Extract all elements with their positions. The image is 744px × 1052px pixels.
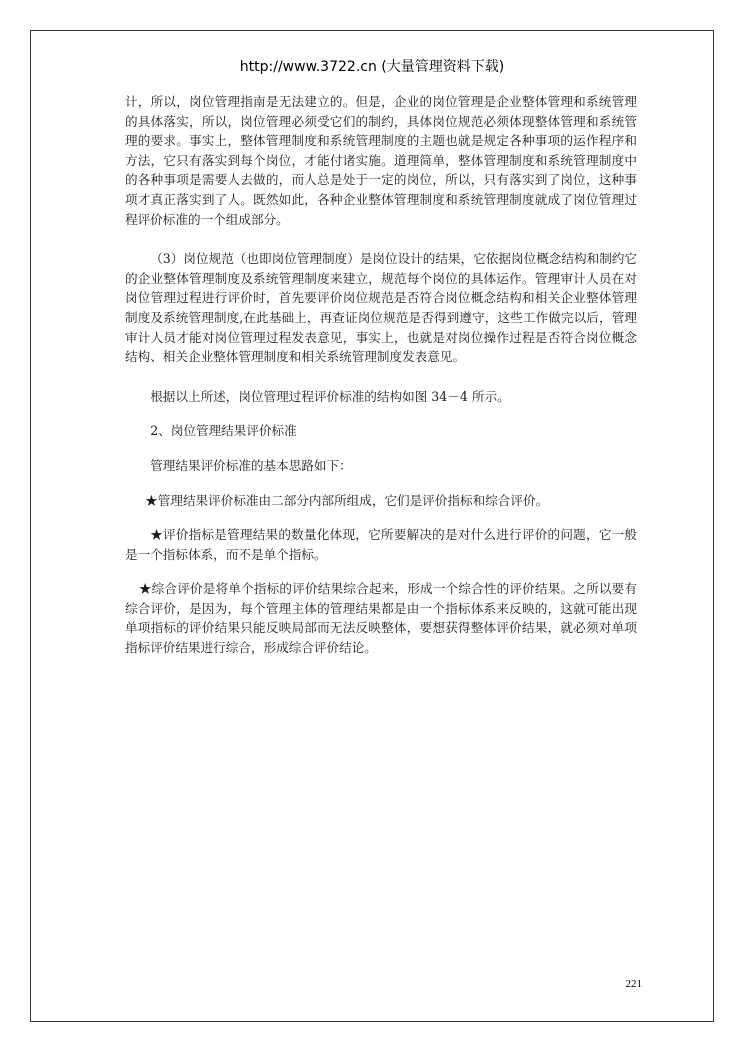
paragraph-1: 计，所以，岗位管理指南是无法建立的。但是，企业的岗位管理是企业整体管理和系统管理的具体落实，所以，岗位管理必须受它们的制约，具体岗位规范必须体现整体管理和系统管理的要求。事实上，整体管理制度和系统管理制度的主题也就是规定各种事项的运作程序和方法，它只有落实到每个岗位，才能付诸实施。道理简单，整体管理制度和系统管理制度中的各种事项是需要人去做的，而人总是处于一定的岗位，所以，只有落实到了岗位，这种事项才真正落实到了人。既然如此，各种企业整体管理制度和系统管理制度就成了岗位管理过程评价标准的一个组成部分。 xyxy=(125,94,637,227)
bullet-item-2: ★评价指标是管理结果的数量化体现，它所要解决的是对什么进行评价的问题，它一般是一个指标体系，而不是单个指标。 xyxy=(125,527,637,562)
page-header: http://www.3722.cn (大量管理资料下载) xyxy=(239,59,505,75)
bullet-item-1: ★管理结果评价标准由二部分内部所组成，它们是评价指标和综合评价。 xyxy=(145,492,549,508)
page-number: 221 xyxy=(625,978,642,990)
paragraph-4: 管理结果评价标准的基本思路如下： xyxy=(150,457,352,473)
bullet-item-3: ★综合评价是将单个指标的评价结果综合起来，形成一个综合性的评价结果。之所以要有综合评价，是因为，每个管理主体的管理结果都是由一个指标体系来反映的，这就可能出现单项指标的评价结果只能反映局部而无法反映整体，要想获得整体评价结果，就必须对单项指标评价结果进行综合，形成综合评价结论。 xyxy=(125,581,637,656)
paragraph-2: （3）岗位规范（也即岗位管理制度）是岗位设计的结果，它依据岗位概念结构和制约它的企业整体管理制度及系统管理制度来建立，规范每个岗位的具体运作。管理审计人员在对岗位管理过程进行评价时，首先要评价岗位规范是否符合岗位概念结构和相关企业整体管理制度及系统管理制度,在此基础上，再查证岗位规范是否得到遵守，这些工作做完以后，管理审计人员才能对岗位管理过程发表意见，事实上，也就是对岗位操作过程是否符合岗位概念结构、相关企业整体管理制度和相关系统管理制度发表意见。 xyxy=(125,251,637,365)
document-body xyxy=(125,92,637,658)
paragraph-3: 根据以上所述，岗位管理过程评价标准的结构如图 34－4 所示。 xyxy=(150,388,510,404)
section-heading: 2、岗位管理结果评价标准 xyxy=(150,423,297,439)
